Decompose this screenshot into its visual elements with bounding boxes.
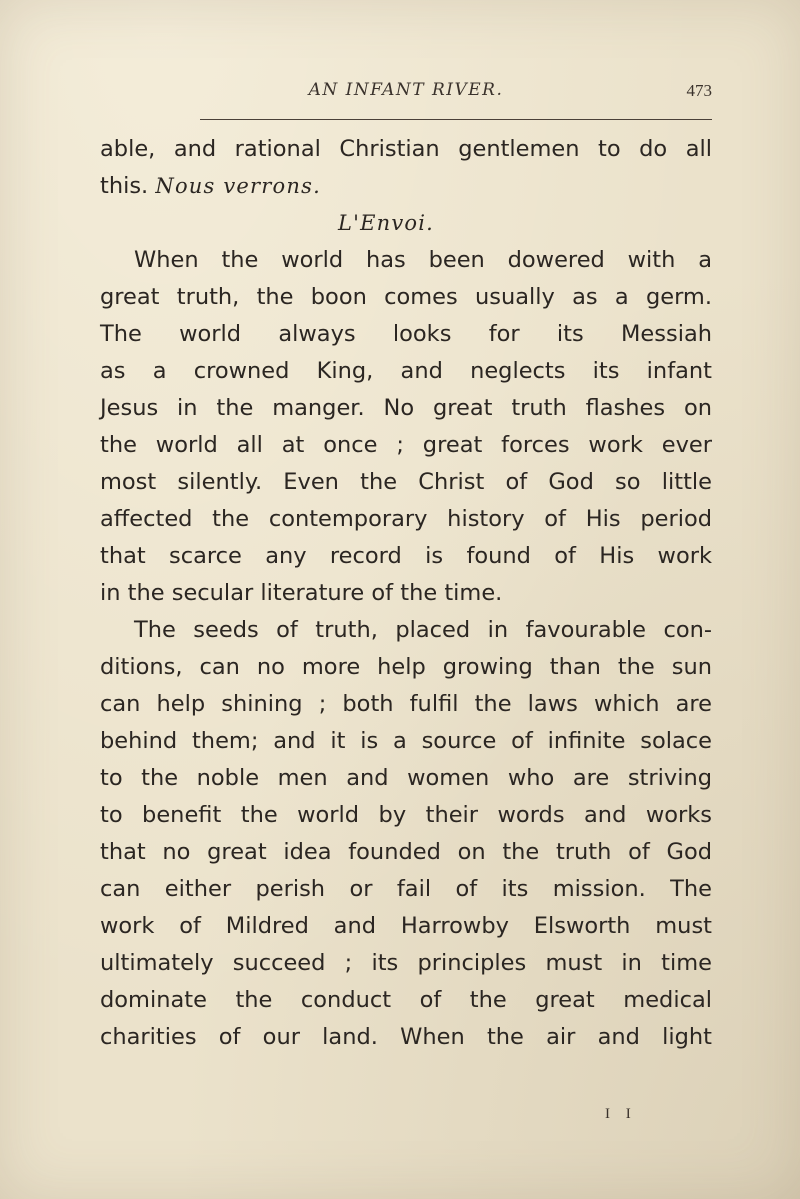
body-text: [100, 131, 712, 1056]
text-line: most silently. Even the Christ of God so little: [100, 469, 712, 495]
section-heading: L'Envoi.: [337, 211, 435, 235]
text-line: that no great idea founded on the truth of God: [100, 839, 712, 865]
text-line-plain: this.: [100, 173, 149, 199]
header-rule: [200, 119, 712, 120]
text-line: in the secular literature of the time.: [100, 580, 503, 606]
text-line: to benefit the world by their words and works: [100, 802, 712, 828]
running-title: AN INFANT RIVER.: [308, 80, 504, 100]
running-head: [100, 80, 712, 110]
text-line: as a crowned King, and neglects its infant: [100, 358, 712, 384]
signature-mark: I I: [605, 1106, 637, 1122]
text-line: can either perish or fail of its mission. The: [100, 876, 712, 902]
text-line: ditions, can no more help growing than the sun: [100, 654, 712, 680]
text-line: work of Mildred and Harrowby Elsworth must: [100, 913, 712, 939]
text-line: The world always looks for its Messiah: [100, 321, 712, 347]
text-line: Jesus in the manger. No great truth flashes on: [100, 395, 712, 421]
text-line: ultimately succeed ; its principles must in time: [100, 950, 712, 976]
text-line: great truth, the boon comes usually as a germ.: [100, 284, 712, 310]
text-line: to the noble men and women who are striving: [100, 765, 712, 791]
italic-phrase: Nous verrons.: [155, 174, 321, 198]
text-line: [100, 168, 712, 205]
text-line: affected the contemporary history of His period: [100, 506, 712, 532]
text-line: dominate the conduct of the great medical: [100, 987, 712, 1013]
text-line: charities of our land. When the air and light: [100, 1024, 712, 1050]
text-line: The seeds of truth, placed in favourable con-: [134, 617, 712, 643]
text-line: that scarce any record is found of His work: [100, 543, 712, 569]
text-line: can help shining ; both fulfil the laws which are: [100, 691, 712, 717]
text-line: able, and rational Christian gentlemen to do all: [100, 136, 712, 162]
text-line: behind them; and it is a source of infinite solace: [100, 728, 712, 754]
text-line: the world all at once ; great forces work ever: [100, 432, 712, 458]
page-number: 473: [686, 81, 712, 100]
text-line: When the world has been dowered with a: [134, 247, 712, 273]
